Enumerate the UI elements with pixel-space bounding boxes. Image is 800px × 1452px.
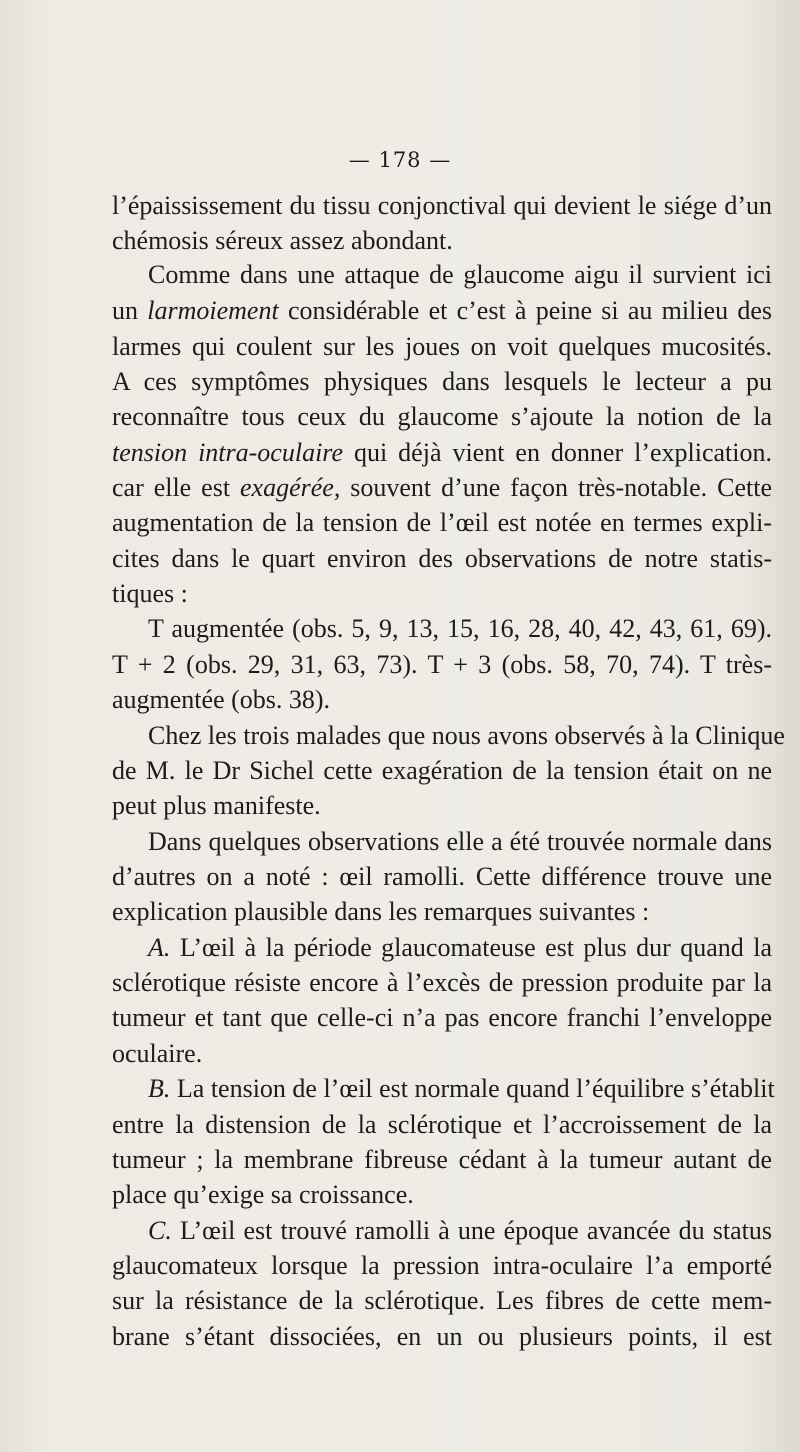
text-line xyxy=(112,1285,772,1316)
line-text-before: car elle est xyxy=(112,473,240,502)
line-text: peut plus manifeste. xyxy=(112,791,321,820)
line-text: cites dans le quart environ des observations de notre statis- xyxy=(112,544,772,573)
line-text: glaucomateux lorsque la pression intra-oculaire l’a emporté xyxy=(112,1251,772,1280)
italic-term: C. xyxy=(148,1216,172,1245)
line-text-after: La tension de l’œil est normale quand l’équilibre s’établit xyxy=(170,1074,775,1103)
text-line xyxy=(112,1321,772,1352)
text-line xyxy=(112,790,772,821)
text-line xyxy=(148,720,785,751)
text-line xyxy=(112,331,772,362)
line-text: Dans quelques observations elle a été trouvée normale dans xyxy=(148,827,772,856)
line-text: de M. le Dr Sichel cette exagération de la tension était on ne xyxy=(112,756,772,785)
text-line xyxy=(148,1215,772,1246)
line-text-after: souvent d’une façon très-notable. Cette xyxy=(340,473,772,502)
line-text: place qu’exige sa croissance. xyxy=(112,1180,414,1209)
text-line xyxy=(112,1179,772,1210)
text-line xyxy=(112,225,772,256)
text-line xyxy=(112,967,772,998)
text-line xyxy=(112,437,772,468)
text-line xyxy=(112,472,772,503)
text-line xyxy=(112,1109,772,1140)
line-text: oculaire. xyxy=(112,1039,203,1068)
text-line xyxy=(112,896,772,927)
italic-term: exagérée, xyxy=(240,473,341,502)
line-text: sclérotique résiste encore à l’excès de pression produite par la xyxy=(112,968,772,997)
line-text: Comme dans une attaque de glaucome aigu il survient ici xyxy=(148,260,772,289)
text-line xyxy=(112,543,772,574)
line-text-after: L’œil est trouvé ramolli à une époque avancée du status xyxy=(171,1216,772,1245)
line-text: tiques : xyxy=(112,579,188,608)
text-line xyxy=(148,932,772,963)
line-text: tumeur ; la membrane fibreuse cédant à la tumeur autant de xyxy=(112,1145,772,1174)
line-text: A ces symptômes physiques dans lesquels le lecteur a pu xyxy=(112,367,772,396)
text-line xyxy=(112,401,772,432)
line-text: entre la distension de la sclérotique et l’accroissement de la xyxy=(112,1110,772,1139)
line-text: explication plausible dans les remarques suivantes : xyxy=(112,897,650,926)
text-line xyxy=(112,366,772,397)
line-text: brane s’étant dissociées, en un ou plusieurs points, il est xyxy=(112,1322,772,1351)
text-line xyxy=(112,649,772,680)
text-line xyxy=(112,684,772,715)
text-line xyxy=(148,259,772,290)
text-line xyxy=(112,861,772,892)
text-line xyxy=(112,1038,772,1069)
line-text: sur la résistance de la sclérotique. Les fibres de cette mem- xyxy=(112,1286,772,1315)
text-line xyxy=(112,755,772,786)
line-text: reconnaître tous ceux du glaucome s’ajoute la notion de la xyxy=(112,402,772,431)
text-line xyxy=(112,578,772,609)
italic-term: larmoiement xyxy=(147,296,279,325)
text-line xyxy=(112,1250,772,1281)
line-text: augmentée (obs. 38). xyxy=(112,685,331,714)
text-line xyxy=(148,826,772,857)
line-text: tumeur et tant que celle-ci n’a pas encore franchi l’enveloppe xyxy=(112,1003,772,1032)
line-text: augmentation de la tension de l’œil est notée en termes expli- xyxy=(112,508,772,537)
page-number: — 178 — xyxy=(348,148,452,172)
text-line xyxy=(112,1002,772,1033)
line-text: T + 2 (obs. 29, 31, 63, 73). T + 3 (obs. 58, 70, 74). T très- xyxy=(112,650,772,679)
italic-term: A. xyxy=(148,933,171,962)
text-line xyxy=(148,1073,775,1104)
text-line xyxy=(112,1144,772,1175)
text-line xyxy=(112,295,772,326)
line-text: l’épaississement du tissu conjonctival qui devient le siége d’un xyxy=(112,191,772,220)
line-text-after: L’œil à la période glaucomateuse est plus dur quand la xyxy=(170,933,772,962)
italic-term: B. xyxy=(148,1074,171,1103)
text-line xyxy=(112,507,772,538)
line-text: d’autres on a noté : œil ramolli. Cette différence trouve une xyxy=(112,862,772,891)
line-text: chémosis séreux assez abondant. xyxy=(112,226,453,255)
text-line xyxy=(148,613,772,644)
line-text-before: un xyxy=(112,296,148,325)
italic-term: tension intra-oculaire xyxy=(112,438,343,467)
line-text: Chez les trois malades que nous avons observés à la Clinique xyxy=(148,721,785,750)
line-text-after: considérable et c’est à peine si au milieu des xyxy=(278,296,773,325)
line-text: T augmentée (obs. 5, 9, 13, 15, 16, 28, 40, 42, 43, 61, 69). xyxy=(148,614,772,643)
line-text-after: qui déjà vient en donner l’explication. xyxy=(343,438,773,467)
text-line xyxy=(112,190,772,221)
line-text: larmes qui coulent sur les joues on voit quelques mucosités. xyxy=(112,332,772,361)
